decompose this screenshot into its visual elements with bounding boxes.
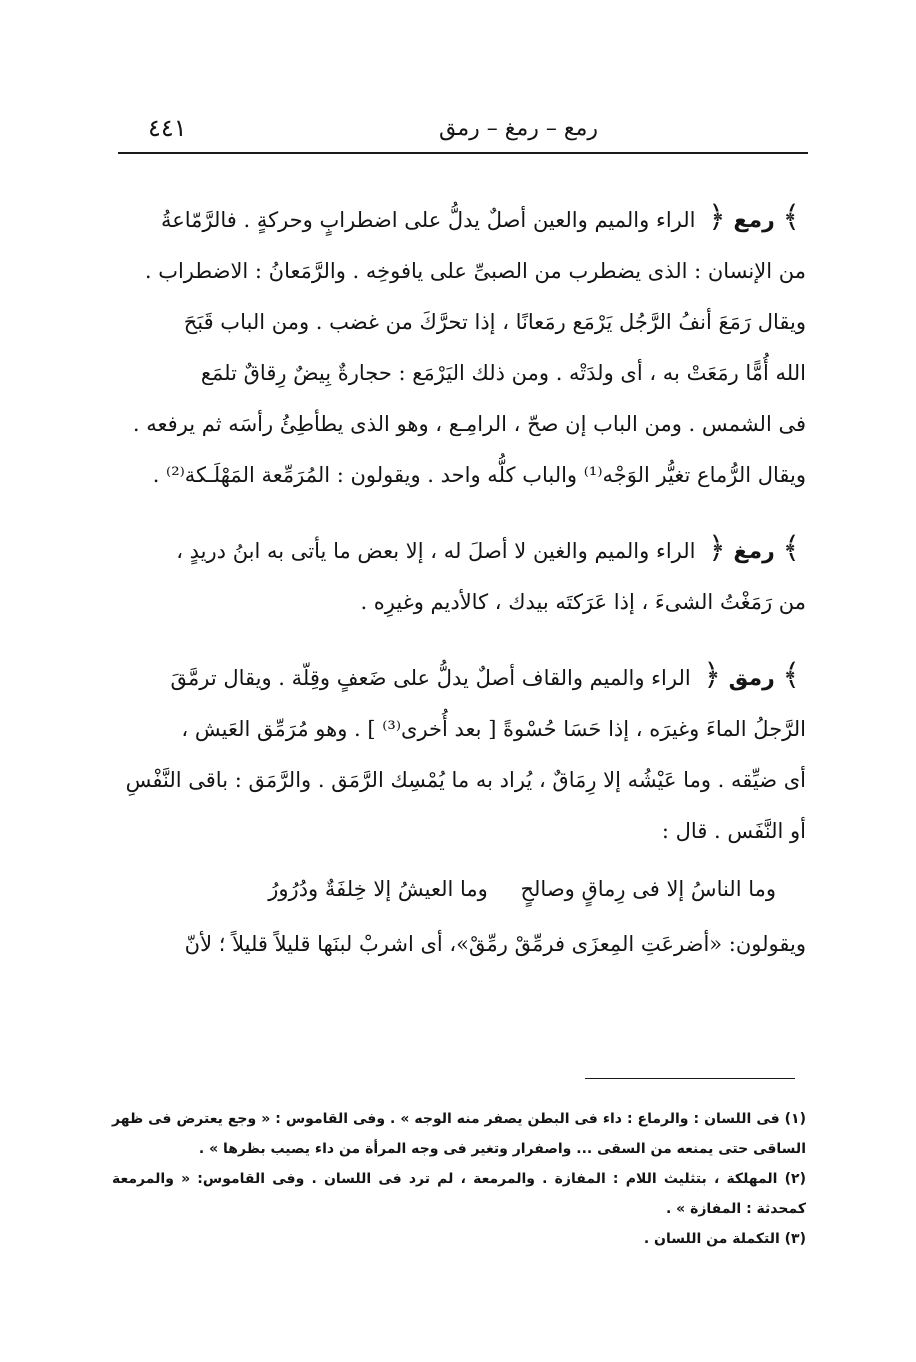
entry-ramaa	[112, 192, 806, 501]
footnote-3: (٣) التكملة من اللسان .	[643, 1231, 806, 1247]
main-text	[112, 192, 806, 984]
entry-line: ﴾ رمغ ﴿ الراء والميم والغين لا أصلَ له ، إلا بعض ما يأتى به ابنُ دريدٍ ،	[112, 523, 806, 577]
entry-line: ﴾ رمق ﴿ الراء والميم والقاف أصلٌ يدلُّ على ضَعفٍ وقِلّة . ويقال ترمَّقَ	[112, 650, 806, 704]
entry-line: الرَّجلُ الماءَ وغيرَه ، إذا حَسَا حُسْوةً [ بعد أُخرى⁽³⁾ ] . وهو مُرَمِّق العَيش ،	[181, 717, 806, 741]
headword: ﴾ رمع ﴿	[708, 200, 800, 235]
entry-line: أى ضيِّقه . وما عَيْشُه إلا رِمَاقٌ ، يُراد به ما يُمْسِك الرَّمَق . والرَّمَق : باقى النَّفْسِ	[125, 768, 806, 792]
footnote-2: (٢) المهلكة ، بتثليث اللام : المفازة . والمرمعة ، لم ترد فى اللسان . وفى القاموس: « والمرمعة كمحدثة : المفازة » .	[112, 1171, 806, 1217]
running-title: رمع – رمغ – رمق	[439, 116, 598, 141]
entry-line: من رَمَغْتُ الشىءَ ، إذا عَرَكتَه بيدك ، كالأديم وغيرِه .	[360, 590, 806, 614]
verse-first-hemistich: وما الناسُ إلا فى رِماقٍ وصالحٍ	[520, 877, 776, 901]
entry-line: ويقولون: «أضرعَتِ المِعزَى فرمِّقْ رمِّقْ»، أى اشربْ لبنَها قليلاً قليلاً ؛ لأنّ	[184, 932, 806, 956]
footnote-rule	[585, 1078, 795, 1079]
entry-ramaqa	[112, 650, 806, 970]
headword: ﴾ رمغ ﴿	[708, 531, 800, 566]
entry-line: ويقال الرُّماع تغيُّر الوَجْه⁽¹⁾ والباب كلُّه واحد . ويقولون : المُرَمِّعة المَهْلَـكة⁽²⁾ .	[152, 463, 806, 487]
entry-line: أو النَّفَس . قال :	[661, 819, 806, 843]
verse-second-hemistich: وما العيشُ إلا خِلفَةٌ ودُرُورُ	[268, 877, 488, 901]
footnotes	[112, 1104, 806, 1254]
header-rule	[118, 152, 808, 154]
entry-line: الله أُمًّا رمَعَتْ به ، أى ولدَتْه . ومن ذلك اليَرْمَع : حجارةٌ بِيضٌ رِقاقٌ تلمَع	[200, 361, 806, 385]
entry-line: ﴾ رمع ﴿ الراء والميم والعين أصلٌ يدلُّ على اضطرابٍ وحركةٍ . فالرَّمّاعةُ	[112, 192, 806, 246]
footnote-1: (١) فى اللسان : والرماع : داء فى البطن يصفر منه الوجه » . وفى القاموس : « وجع يعترض فى ظهر الساقى حتى يمنعه من السقى ... واصفرار وتغير فى وجه المرأة من داء يصيب بظرها » .	[112, 1111, 806, 1157]
entry-ramagha	[112, 523, 806, 628]
poetry-verse	[112, 859, 806, 919]
headword: ﴾ رمق ﴿	[703, 658, 800, 693]
entry-line: ويقال رَمَعَ أنفُ الرَّجُل يَرْمَع رمَعانًا ، إذا تحرَّكَ من غضب . ومن الباب قَبَحَ	[183, 310, 806, 334]
entry-line: من الإنسان : الذى يضطرب من الصبىِّ على يافوخِه . والرَّمَعانُ : الاضطراب .	[144, 259, 806, 283]
page-header	[118, 112, 808, 152]
entry-line: فى الشمس . ومن الباب إن صحّ ، الرامِـع ، وهو الذى يطأطِئُ رأسَه ثم يرفعه .	[132, 412, 806, 436]
page-number: ٤٤١	[148, 114, 187, 142]
